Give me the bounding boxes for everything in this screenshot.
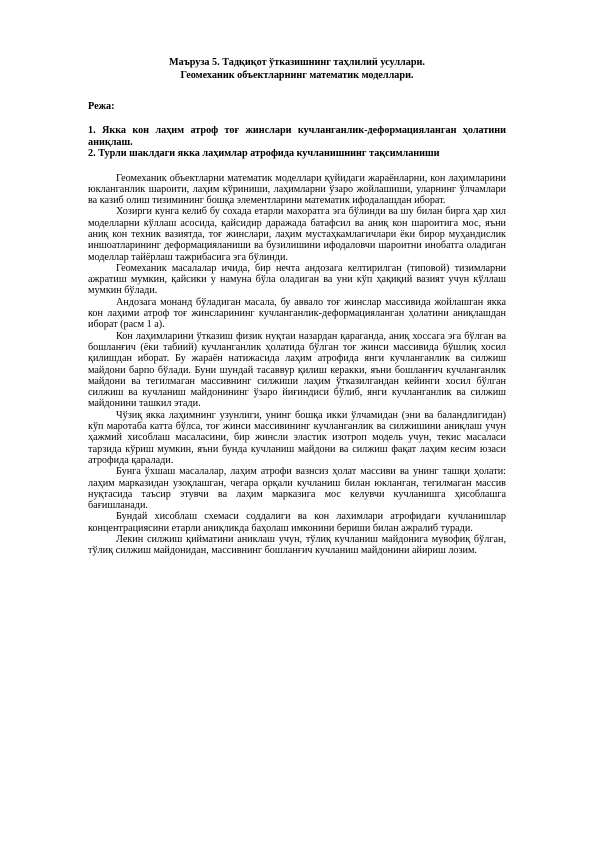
body-text (88, 173, 506, 557)
lecture-title-text: . Тадқиқот ўтказишнинг таҳлилий усуллари. (217, 57, 425, 68)
paragraph: Геомеханик масалалар ичида, бир нечта андозага келтирилган (типовой) тизимларни ажратиш мумкин, қайсики у намуна бўла оладиган ва уни кўп ҳақиқий вазият учун кўллаш мумкин бўлади. (88, 262, 506, 297)
plan-item-2: 2. Турли шаклдаги якка лаҳимлар атрофида кучланишнинг тақсимланиши (88, 148, 440, 159)
lecture-title (88, 56, 506, 69)
plan-list (88, 125, 506, 160)
paragraph: Кон лаҳимларини ўтказиш физик нуқтаи назардан қараганда, аниқ хоссага эга бўлган ва бошланғич (ёки табиий) кучланганлик ҳолатида бўлган тоғ жинси массивида бўшлиқ хосил қилишдан иборат. Бу жараён натижасида лаҳим атрофида янги кучланганлик ва силжиш майдони барпо бўлади. Буни шундай тасаввур қилиш керакки, яъни бошланғич кучланганлик майдони ва тегилмаган массивнинг силжиши лаҳим ўтказилгандан кейинги хосил бўлган силжиш ва кучланиш майдонининг ўзаро йиғиндиси бўлиб, янги кучланганлик ва силжиш майдонини ташкил этади. (88, 330, 506, 410)
plan-item-1: 1. Якка кон лаҳим атроф тоғ жинслари кучланганлик-деформацияланган ҳолатини аниқлаш. (88, 125, 506, 148)
paragraph: Лекин силжиш қийматини аниклаш учун, тўлиқ кучланиш майдонига мувофиқ бўлган, тўлиқ силжиш майдонидан, массивнинг бошланғич кучланиш майдонини айириш лозим. (88, 534, 506, 557)
paragraph: Чўзиқ якка лаҳимнинг узунлиги, унинг бошқа икки ўлчамидан (эни ва баландлигидан) кўп маротаба катта бўлса, тоғ жинси массивининг кучланганлик ва силжишини аниқлаш учун ҳажмий хисоблаш масаласини, бир жинсли эластик изотроп модель учун, текис масалаcи тарзида кўриш мумкин, яъни бунда кучланиш майдони ва силжиш фақат лаҳим кесим юзаси атрофида қаралади. (88, 409, 506, 466)
paragraph: Бунга ўхшаш масалалар, лаҳим атрофи вазнсиз ҳолат массиви ва унинг ташқи ҳолати: лаҳим марказидан узоқлашган, чегара орқали кучланиш билан юкланган, тегилмаган массив нуқтасида таъсир этувчи ва лаҳим марказига мос келувчи кучланишга ҳисоблашга бағишланади. (88, 466, 506, 512)
plan-label: Режа: (88, 101, 115, 112)
paragraph: Хозирги кунга келиб бу сохада етарли махоратга эга бўлинди ва шу билан бирга ҳар хил моделларни кўллаш асосида, қайсидир даражада батафсил ва аниқ кон шароитига мос, яъни аниқ кон техник вазиятда, тоғ жинслари, лаҳим мустаҳкамлагичлари ёки бирор муҳандислик иншоатларининг деформацияланиши ва бузилишини ифодаловчи шароитни инобатга оладиган моделлар тайёрлаш тажрибасига эга бўлинди. (88, 206, 506, 263)
paragraph: Геомеханик объектларни математик моделлари қуйидаги жараёнларни, кон лаҳимларини юкланганлик шароити, лаҳим кўриниши, лаҳимларни ўзаро жойлашиши, уларнинг ўлчамлари ва казиб олиш тизимининг бошқа элементларини математик ифодалашдан иборат. (88, 172, 506, 207)
paragraph: Бундай хисоблаш схемаси соддалиги ва кон лахимлари атрофидаги кучланишлар концентрациясини етарли аниқликда баҳолаш имконини бериши билан ажралиб туради. (88, 511, 506, 534)
lecture-number: Маъруза 5 (169, 57, 218, 68)
document-page (88, 56, 506, 557)
paragraph: Андозага монанд бўладиган масала, бу аввало тоғ жинслар массивида жойлашган якка кон лаҳими атроф тоғ жинсларининг кучланганлик-деформацияланган ҳолатини аниқлашдан иборат (расм 1 а). (88, 296, 506, 331)
lecture-subtitle: Геомеханик объектларнинг математик моделлари. (180, 70, 414, 81)
